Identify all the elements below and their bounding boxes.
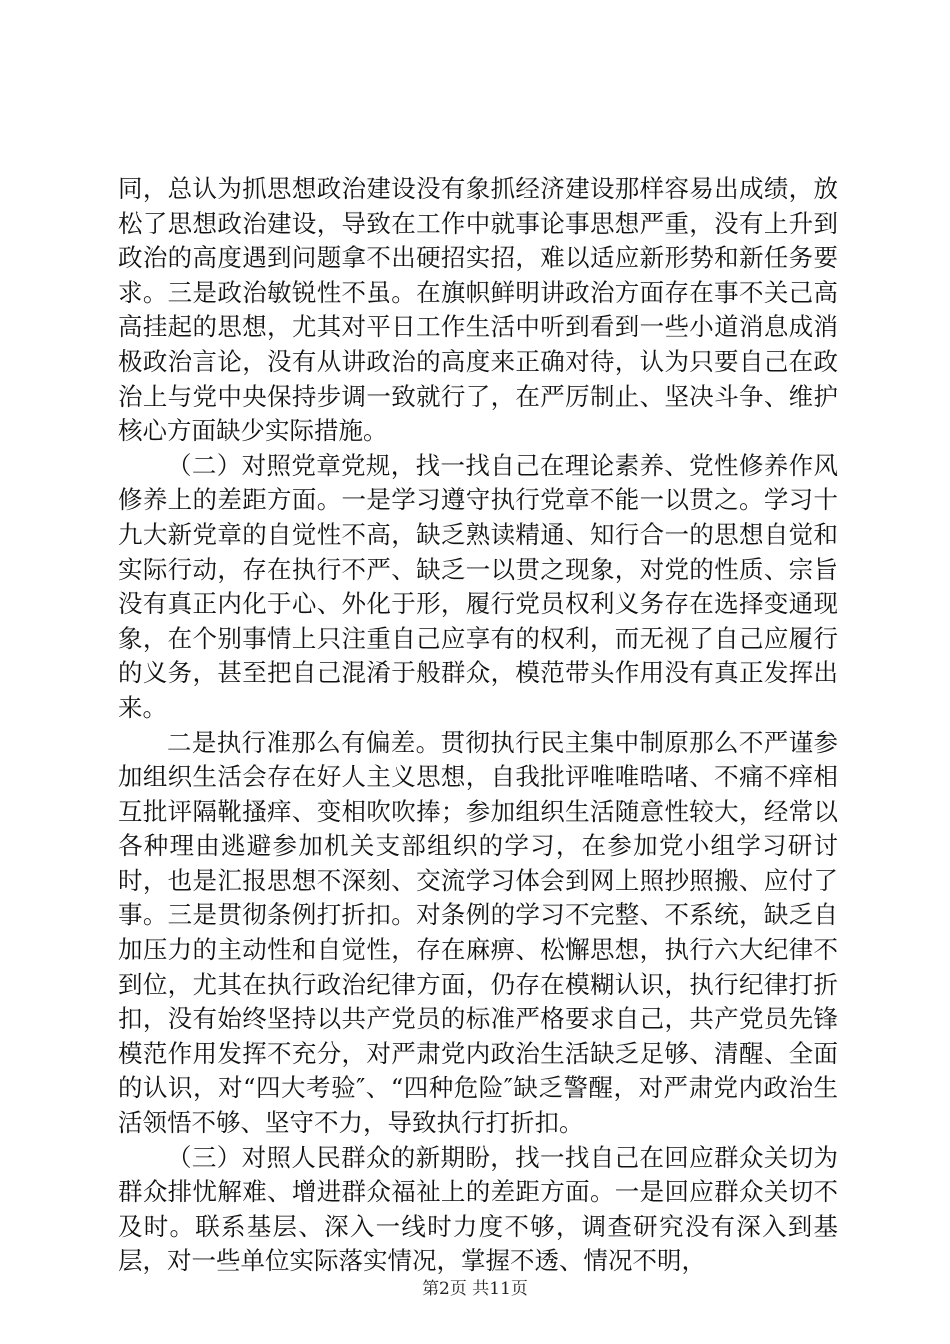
page-total: 共11页 <box>472 1279 528 1299</box>
paragraph-execution: 二是执行准那么有偏差。贯彻执行民主集中制原那么不严谨参加组织生活会存在好人主义思想，自我批评唯唯晧啫、不痛不痒相互批评隔靴搔痒、变相吹吹捧；参加组织生活随意性较大，经常以各种理由逃避参加机关支部组织的学习，在参加党小组学习研讨时，也是汇报思想不深刻、交流学习体会到网上照抄照搬、应付了事。三是贯彻条例打折扣。对条例的学习不完整、不系统，缺乏自加压力的主动性和自觉性，存在麻痹、松懈思想，执行六大纪律不到位，尤其在执行政治纪律方面，仍存在模糊认识，执行纪律打折扣，没有始终坚持以共产党员的标准严格要求自己，共产党员先锋模范作用发挥不充分，对严肃党内政治生活缺乏足够、清醒、全面的认识，对“四大考验″、“四种危险″缺乏警醒，对严肃党内政治生活领悟不够、坚守不力，导致执行打折扣。 <box>118 727 838 1138</box>
paragraph-section-two: （二）对照党章党规，找一找自己在理论素养、党性修养作风修养上的差距方面。一是学习遵守执行党章不能一以贯之。学习十九大新党章的自觉性不高，缺乏熟读精通、知行合一的思想自觉和实际行动，存在执行不严、缺乏一以贯之现象，对党的性质、宗旨没有真正内化于心、外化于形，履行党员权利义务存在选择变通现象，在个别事情上只注重自己应享有的权利，而无视了自己应履行的义务，甚至把自己混淆于般群众，模范带头作用没有真正发挥出来。 <box>118 450 838 722</box>
paragraph-section-three: （三）对照人民群众的新期盼，找一找自己在回应群众关切为群众排忧解难、增进群众福祉上的差距方面。一是回应群众关切不及时。联系基层、深入一线时力度不够，调查研究没有深入到基层，对一些单位实际落实情况，掌握不透、情况不明， <box>118 1142 838 1276</box>
page-footer <box>0 1274 950 1299</box>
page-number: 第2页 <box>422 1279 467 1299</box>
paragraph-continued: 同，总认为抓思想政治建设没有象抓经济建设那样容易出成绩，放松了思想政治建设，导致在工作中就事论事思想严重，没有上升到政治的高度遇到问题拿不出硬招实招，难以适应新形势和新任务要求。三是政治敏锐性不虽。在旗帜鲜明讲政治方面存在事不关己高高挂起的思想，尤其对平日工作生活中听到看到一些小道消息成消极政治言论，没有从讲政治的高度来正确对待，认为只要自己在政治上与党中央保持步调一致就行了，在严厉制止、坚决斗争、维护核心方面缺少实际措施。 <box>118 174 838 446</box>
document-body <box>118 172 838 1279</box>
